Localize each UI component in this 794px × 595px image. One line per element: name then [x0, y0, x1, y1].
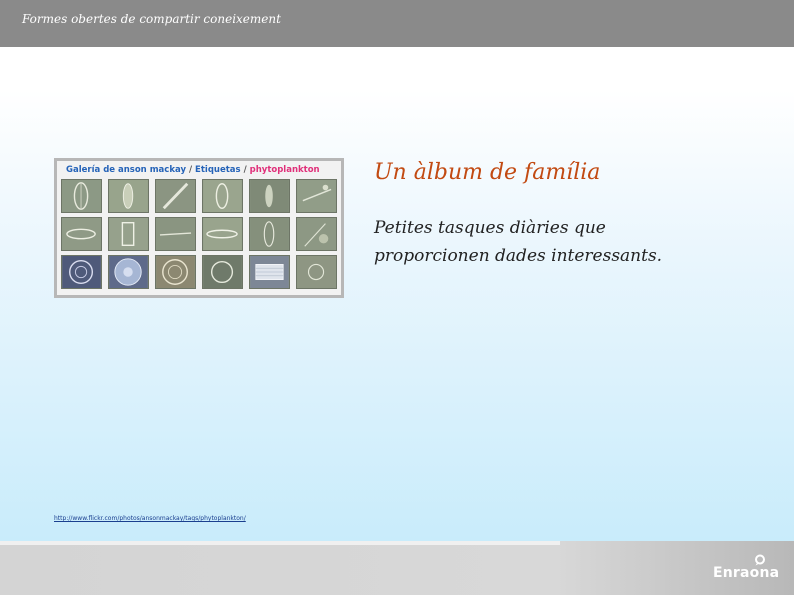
- gallery-screenshot: [54, 158, 344, 298]
- breadcrumb-separator: /: [188, 165, 193, 175]
- thumbnail-diatom[interactable]: [155, 179, 196, 213]
- thumbnail-diatom[interactable]: [202, 179, 243, 213]
- thumbnail-diatom[interactable]: [61, 179, 102, 213]
- thumbnail-diatom[interactable]: [108, 179, 149, 213]
- thumbnail-diatom[interactable]: [202, 217, 243, 251]
- thumbnail-diatom[interactable]: [108, 217, 149, 251]
- thumbnail-diatom[interactable]: [108, 255, 149, 289]
- thumbnail-diatom[interactable]: [296, 255, 337, 289]
- thumbnail-grid: [61, 179, 339, 289]
- footer-highlight: [0, 541, 560, 545]
- thumbnail-diatom[interactable]: [61, 217, 102, 251]
- enraona-logo: [710, 554, 782, 582]
- thumbnail-diatom[interactable]: [155, 217, 196, 251]
- header-title: Formes obertes de compartir coneixement: [22, 12, 281, 26]
- slide-body-text: Petites tasques diàries que proporcionen dades interessants.: [374, 218, 663, 266]
- thumbnail-diatom[interactable]: [296, 179, 337, 213]
- thumbnail-diatom[interactable]: [249, 255, 290, 289]
- thumbnail-diatom[interactable]: [202, 255, 243, 289]
- footer-bar: [0, 541, 794, 595]
- breadcrumb-gallery-link[interactable]: Galería de anson mackay: [66, 165, 186, 175]
- thumbnail-diatom[interactable]: [61, 255, 102, 289]
- thumbnail-diatom[interactable]: [296, 217, 337, 251]
- thumbnail-diatom[interactable]: [249, 179, 290, 213]
- slide-title: Un àlbum de família: [374, 160, 601, 185]
- thumbnail-diatom[interactable]: [155, 255, 196, 289]
- logo-text: Enraona: [713, 565, 780, 581]
- header-bar: [0, 0, 794, 47]
- breadcrumb-separator: /: [243, 165, 247, 175]
- gallery-breadcrumb: [66, 165, 320, 175]
- breadcrumb-current-tag: phytoplankton: [249, 165, 320, 175]
- thumbnail-diatom[interactable]: [249, 217, 290, 251]
- source-link[interactable]: http://www.flickr.com/photos/ansonmackay/tags/phytoplankton/: [54, 515, 246, 522]
- breadcrumb-tags-link[interactable]: Etiquetas: [195, 165, 241, 175]
- gallery-panel: [57, 161, 341, 295]
